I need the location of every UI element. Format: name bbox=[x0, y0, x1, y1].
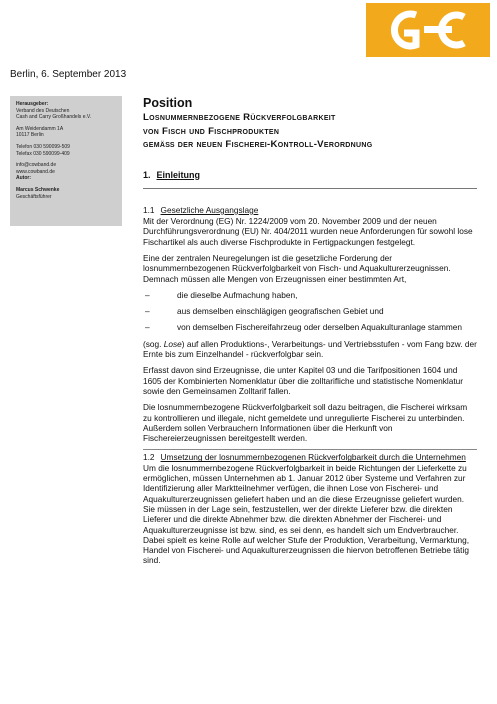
publisher-info-box bbox=[10, 96, 122, 226]
lose-term: Lose bbox=[163, 338, 182, 349]
author-name: Marcus Schwenke bbox=[16, 186, 60, 193]
logo-mark-icon bbox=[366, 3, 490, 57]
title-line-2: von Fisch und Fischprodukten bbox=[143, 125, 280, 137]
subsection-1-1-heading bbox=[143, 205, 477, 215]
section-1-heading bbox=[143, 170, 477, 180]
list-item bbox=[143, 290, 477, 300]
list-dash: – bbox=[145, 306, 150, 317]
subsection-1-2-heading bbox=[143, 449, 477, 462]
paragraph-1: Mit der Verordnung (EG) Nr. 1224/2009 vom 20. November 2009 und der neuen Durchführungsverordnung (EU) Nr. 404/2011 wurden neue Anforderungen für sowohl lose Fischartikel als auch diverse Fischprodukte in Fertigpackungen festgelegt. bbox=[143, 216, 473, 247]
criteria-list bbox=[143, 290, 477, 333]
list-dash: – bbox=[145, 322, 150, 333]
paragraph-3-pre: (sog. bbox=[143, 338, 164, 349]
subsection-1-2-label: Umsetzung der losnummernbezogenen Rückverfolgbarkeit durch die Unternehmen bbox=[160, 452, 466, 463]
title-line-1: Losnummernbezogene Rückverfolgbarkeit bbox=[143, 112, 336, 123]
paragraph-5: Die losnummernbezogene Rückverfolgbarkeit soll dazu beitragen, die Fischerei wirksam zu kontrollieren und illegale, nicht gemeldete und unregulierte Fischerei zu unterbinden. Außerdem sollen Verbrauchern Informationen über die Herkunft von Fischereierzeugnissen bereitgestellt werden. bbox=[143, 402, 468, 444]
company-logo bbox=[366, 3, 490, 57]
list-item-text: aus demselben einschlägigen geografischen Gebiet und bbox=[177, 306, 384, 317]
publisher-label: Herausgeber: bbox=[16, 101, 49, 107]
list-item bbox=[143, 322, 477, 332]
title-line-3: gemäß der neuen Fischerei-Kontroll-Verordnung bbox=[143, 139, 373, 150]
org-line-2: Cash and Carry Großhandels e.V. bbox=[16, 114, 92, 121]
document-body bbox=[143, 96, 477, 572]
paragraph-2: Eine der zentralen Neuregelungen ist die gesetzliche Forderung der losnummernbezogenen Rückverfolgbarkeit von Fisch- und Aquakulturerzeugnissen. Demnach müssen alle Mengen von Erzeugnissen einer bestimmten Art, bbox=[143, 252, 451, 284]
list-dash: – bbox=[145, 289, 150, 300]
list-item-text: die dieselbe Aufmachung haben, bbox=[177, 289, 298, 300]
paragraph-3-post: ) auf allen Produktions-, Verarbeitungs- und Vertriebsstufen - vom Fang bzw. der Ernte bis zum Einzelhandel - rückverfolgbar sein. bbox=[143, 338, 477, 360]
paragraph-4: Erfasst davon sind Erzeugnisse, die unter Kapitel 03 und die Tarifpositionen 1604 und 1605 der Kombinierten Nomenklatur über die zolltarifliche und statistische Nomenklatur sowie den Gemeinsamen Zolltarif fallen. bbox=[143, 365, 464, 396]
paragraph-6: Um die losnummernbezogene Rückverfolgbarkeit in beide Richtungen der Lieferkette zu ermöglichen, müssen Unternehmen ab 1. Januar 2012 über Systeme und Verfahren zur Identifizierung aller Marktteilnehmer verfügen, die ihnen Lose von Fischerei- und Aquakulturerzeugnissen geliefert haben und an die diese Erzeugnisse geliefert wurden. Sie müssen in der Lage sein, festzustellen, wer der direkte Lieferer bzw. die direkten Lieferer und die direkte Abnehmer bzw. die direkten Abnehmer der Fischerei- und Aquakulturerzeugnisse ist bzw. sind, es sei denn, es handelt sich um Endverbraucher. Dabei spielt es keine Rolle auf welcher Stufe der Produktion, Verarbeitung, Vermarktung, Handel von Fischerei- und Aquakulturerzeugnissen die hiervon betroffenen Betriebe tätig sind. bbox=[143, 462, 470, 566]
web-link[interactable]: www.cowband.de bbox=[16, 168, 55, 175]
document-date: Berlin, 6. September 2013 bbox=[10, 69, 127, 80]
paragraph-3 bbox=[143, 339, 477, 360]
list-item bbox=[143, 306, 477, 316]
section-1-label: Einleitung bbox=[156, 169, 201, 180]
street: Am Weidendamm 1A bbox=[16, 125, 64, 132]
fax: Telefax 030 590099-409 bbox=[16, 150, 70, 157]
org-line-1: Verband des Deutschen bbox=[16, 107, 70, 114]
document-title bbox=[143, 111, 477, 152]
list-item-text: von demselben Fischereifahrzeug oder derselben Aquakulturanlage stammen bbox=[177, 322, 463, 333]
position-heading: Position bbox=[143, 96, 193, 110]
city: 10117 Berlin bbox=[16, 132, 44, 139]
subsection-1-1-number: 1.1 bbox=[143, 204, 155, 215]
subsection-1-2-number: 1.2 bbox=[143, 452, 155, 463]
subsection-1-1-label: Gesetzliche Ausgangslage bbox=[160, 204, 259, 215]
author-role: Geschäftsführer bbox=[16, 193, 52, 200]
phone: Telefon 030 590099-509 bbox=[16, 143, 70, 150]
section-1-number: 1. bbox=[143, 169, 151, 180]
email-link[interactable]: info@cowband.de bbox=[16, 162, 57, 169]
author-label: Autor: bbox=[16, 175, 31, 182]
section-divider bbox=[143, 188, 477, 189]
